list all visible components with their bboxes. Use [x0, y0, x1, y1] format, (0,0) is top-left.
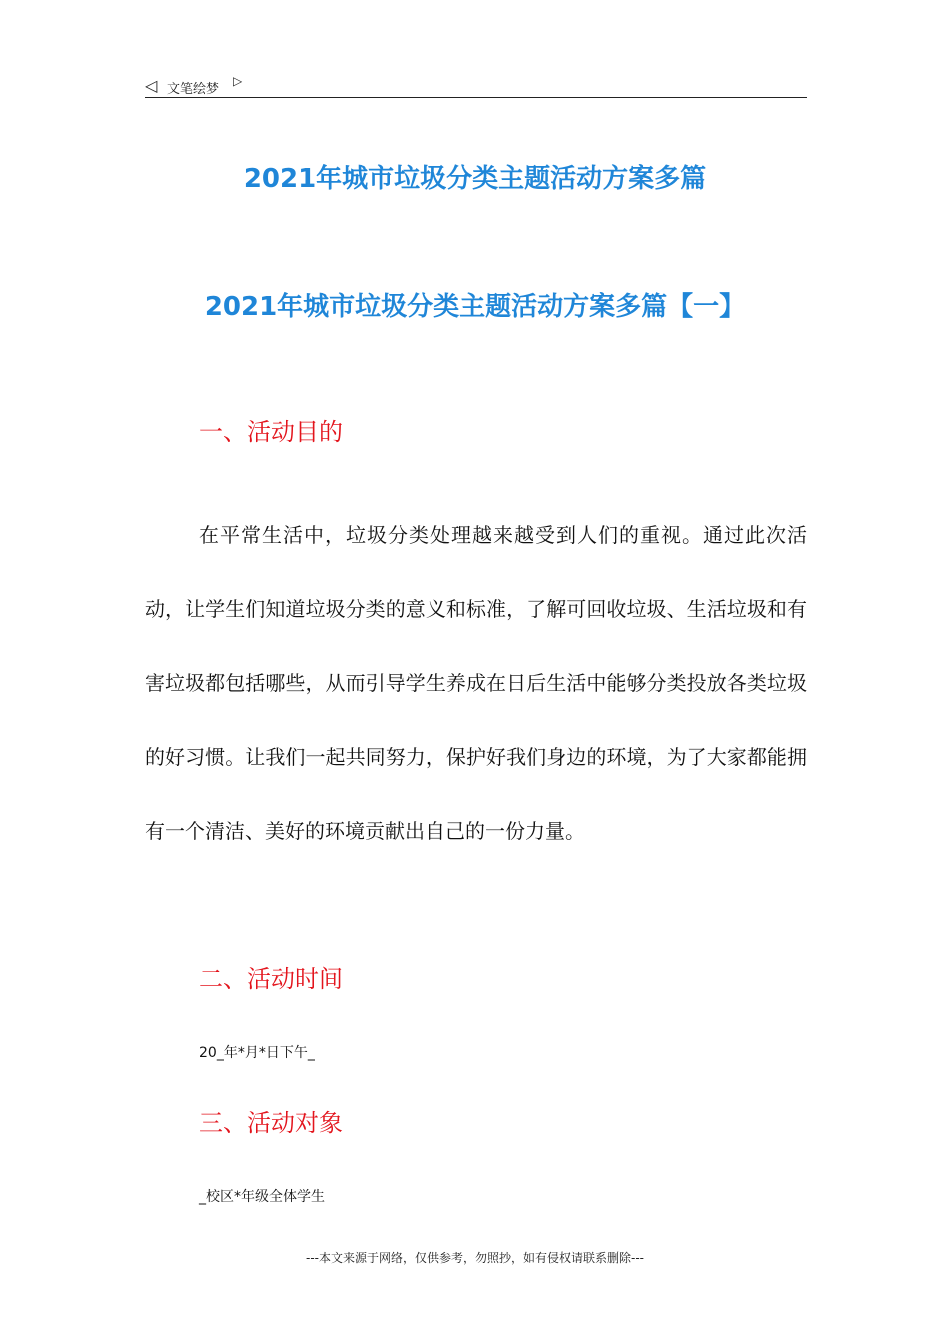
footer-disclaimer: ---本文来源于网络，仅供参考，勿照抄，如有侵权请联系删除--- — [306, 1251, 644, 1265]
triangle-right-icon: ▷ — [233, 74, 243, 88]
brand-name: 文笔绘梦 — [167, 82, 220, 97]
header-divider — [145, 97, 807, 98]
section-heading-purpose: 一、活动目的 — [199, 418, 343, 446]
section-body-audience: _校区*年级全体学生 — [199, 1189, 325, 1205]
triangle-left-icon: ◁ — [145, 76, 158, 95]
section-body-purpose: 在平常生活中，垃圾分类处理越来越受到人们的重视。通过此次活动，让学生们知道垃圾分类的意义和标准，了解可回收垃圾、生活垃圾和有害垃圾都包括哪些，从而引导学生养成在日后生活中能够分类投放各类垃圾的好习惯。让我们一起共同努力，保护好我们身边的环境，为了大家都能拥有一个清洁、美好的环境贡献出自己的一份力量。 — [145, 523, 807, 843]
document-title: 2021年城市垃圾分类主题活动方案多篇 — [243, 164, 707, 194]
document-subtitle: 2021年城市垃圾分类主题活动方案多篇【一】 — [204, 292, 746, 322]
section-body-time: 20_年*月*日下午_ — [199, 1045, 315, 1061]
section-heading-time: 二、活动时间 — [199, 965, 343, 993]
section-heading-audience: 三、活动对象 — [199, 1109, 343, 1137]
page-header — [145, 74, 807, 98]
